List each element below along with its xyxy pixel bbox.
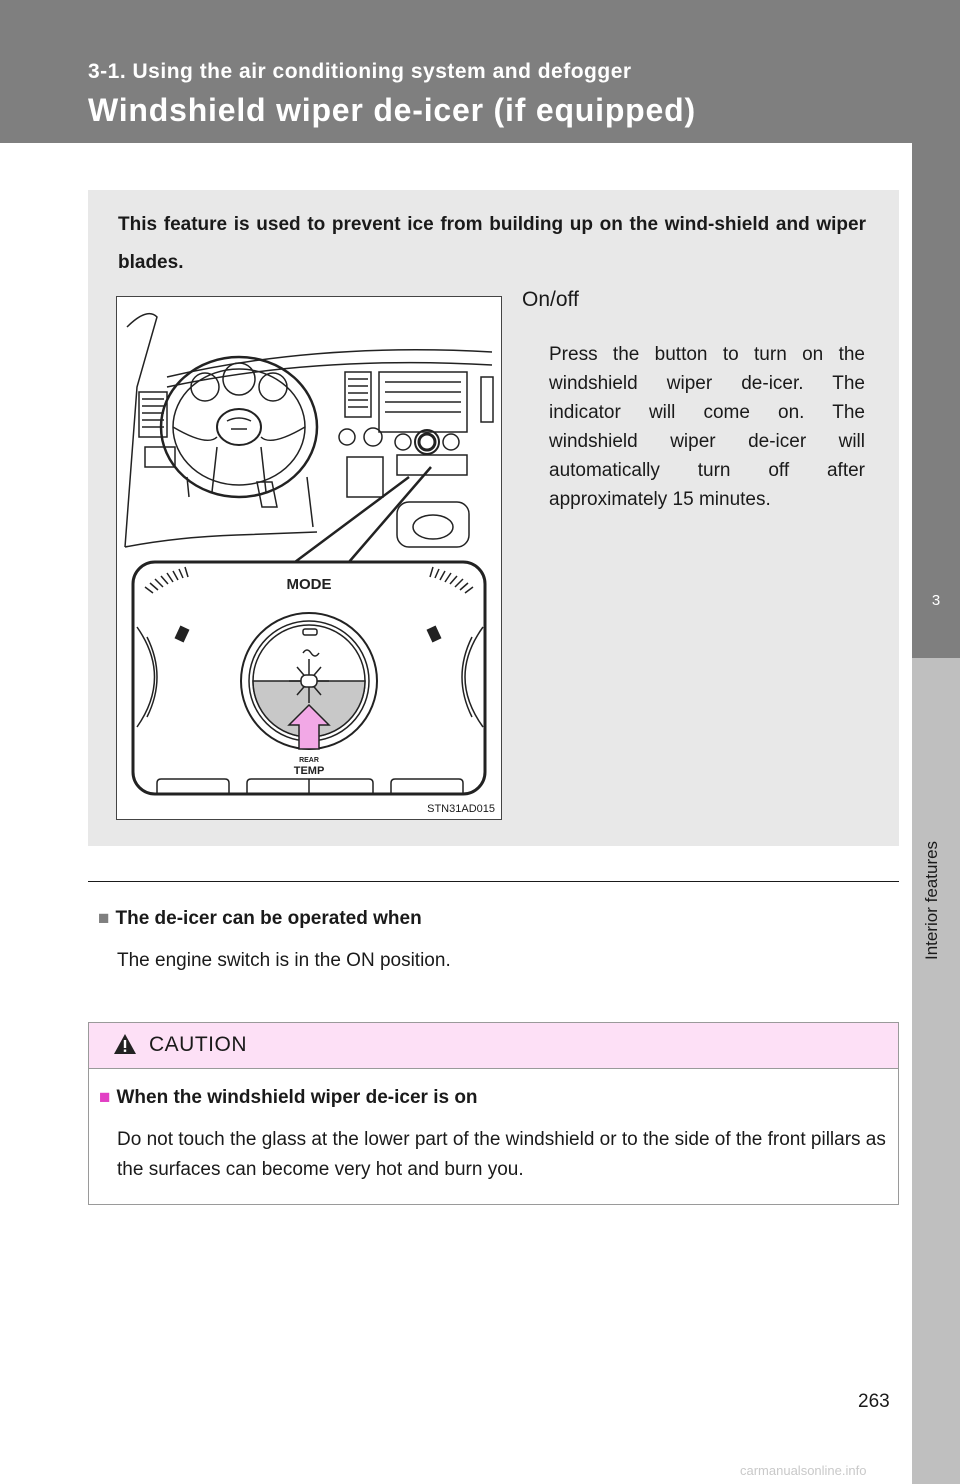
dashboard-drawing — [117, 297, 501, 819]
figure-code: STN31AD015 — [427, 803, 495, 815]
page-number: 263 — [858, 1391, 890, 1412]
section-label: 3-1. Using the air conditioning system and defogger — [88, 60, 632, 83]
caution-label: CAUTION — [149, 1033, 247, 1056]
item-body: Press the button to turn on the windshield wiper de-icer. The indicator will come on. The windshield wiper de-icer will automatically turn off after approximately 15 minutes. — [549, 344, 865, 510]
temp-label: TEMP — [293, 765, 325, 777]
caution-subheading — [99, 1087, 478, 1109]
watermark: carmanualsonline.info — [740, 1463, 867, 1478]
chapter-title: Interior features — [922, 840, 941, 960]
note-body: The engine switch is in the ON position. — [117, 950, 451, 971]
rear-label: REAR — [299, 757, 319, 764]
intro-text: This feature is used to prevent ice from building up on the wind-shield and wiper blades. — [118, 214, 866, 273]
item-title: On/off — [522, 288, 579, 311]
warning-icon — [113, 1033, 137, 1055]
divider — [88, 881, 899, 882]
page-title: Windshield wiper de-icer (if equipped) — [88, 92, 696, 128]
chapter-number: 3 — [931, 592, 941, 609]
caution-text: Do not touch the glass at the lower part of the windshield or to the side of the front pillars as the surfaces can become very hot and burn you. — [117, 1129, 886, 1180]
mode-label: MODE — [286, 576, 332, 593]
side-tab-bottom — [912, 658, 960, 1484]
bullet-square-icon: ■ — [98, 908, 110, 929]
caution-subheading-text: When the windshield wiper de-icer is on — [116, 1087, 478, 1108]
side-tab-top — [912, 143, 960, 548]
caution-box — [88, 1022, 899, 1205]
note-heading — [98, 908, 422, 930]
note-heading-text: The de-icer can be operated when — [115, 908, 422, 929]
chapter-tab — [912, 548, 960, 658]
caution-header — [89, 1023, 898, 1069]
deicer-illustration — [116, 296, 502, 820]
bullet-square-icon: ■ — [99, 1087, 111, 1108]
